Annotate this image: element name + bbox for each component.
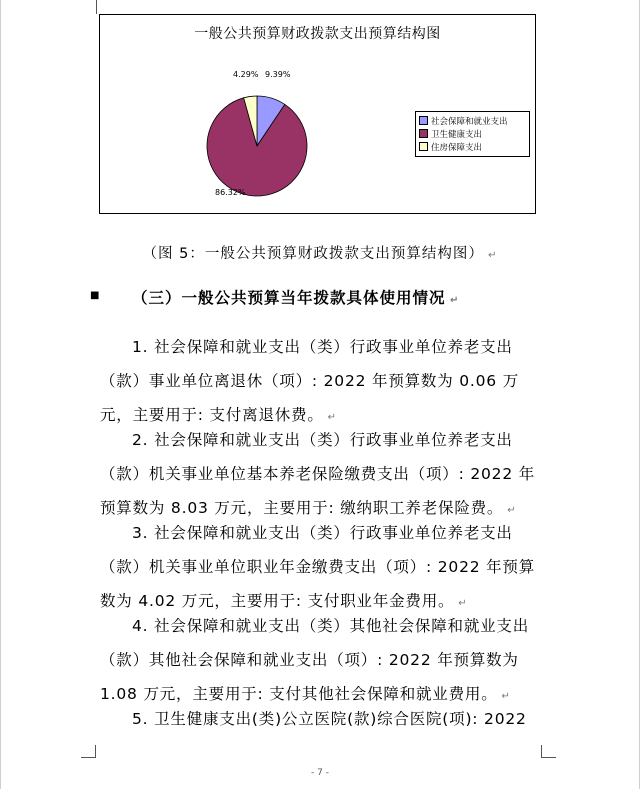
bullet-icon: ■ <box>90 290 100 301</box>
chart-title: 一般公共预算财政拨款支出预算结构图 <box>194 26 441 42</box>
paragraph-mark-icon: ↵ <box>503 505 517 516</box>
page-number: - 7 - <box>311 768 329 778</box>
paragraph-4 <box>100 609 545 714</box>
legend-swatch <box>419 116 428 125</box>
crop-mark-bottom-left <box>81 745 96 758</box>
chart-legend <box>415 111 530 157</box>
paragraph-text: 2. 社会保障和就业支出（类）行政事业单位养老支出（款）机关事业单位基本养老保险缴费支出（项）: 2022 年预算数为 8.03 万元，主要用于: 缴纳职工养老保险费。 <box>100 431 536 517</box>
figure-caption-text: （图 5：一般公共预算财政拨款支出预算结构图） <box>142 246 484 262</box>
paragraph-5 <box>100 702 545 736</box>
paragraph-mark-icon: ↵ <box>483 250 498 261</box>
legend-swatch <box>419 142 428 151</box>
section-heading <box>132 286 459 308</box>
paragraph-mark-icon: ↵ <box>497 691 511 702</box>
page-edge-left <box>0 0 1 789</box>
paragraph-mark-icon: ↵ <box>445 295 460 306</box>
figure-caption <box>0 242 640 263</box>
legend-item-health <box>419 127 526 140</box>
paragraph-2 <box>100 423 545 528</box>
paragraph-text: 1. 社会保障和就业支出（类）行政事业单位养老支出（款）事业单位离退休（项）: 2022 年预算数为 0.06 万元，主要用于: 支付离退休费。 <box>100 338 519 424</box>
paragraph-text: 3. 社会保障和就业支出（类）行政事业单位养老支出（款）机关事业单位职业年金缴费支出（项）: 2022 年预算数为 4.02 万元，主要用于: 支付职业年金费用。 <box>100 524 536 610</box>
paragraph-1 <box>100 330 545 435</box>
paragraph-text: 4. 社会保障和就业支出（类）其他社会保障和就业支出（款）其他社会保障和就业支出（项）: 2022 年预算数为 1.08 万元，主要用于: 支付其他社会保障和就业费用。 <box>100 617 530 703</box>
crop-mark-bottom-right <box>541 745 556 758</box>
section-heading-text: （三）一般公共预算当年拨款具体使用情况 <box>132 289 446 307</box>
legend-swatch <box>419 129 428 138</box>
legend-label: 卫生健康支出 <box>431 129 483 140</box>
pie-chart <box>99 14 536 214</box>
slice-label-housing: 4.29% <box>233 70 259 79</box>
paragraph-mark-icon: ↵ <box>454 598 468 609</box>
legend-label: 住房保障支出 <box>431 142 483 153</box>
paragraph-text: 5. 卫生健康支出(类)公立医院(款)综合医院(项): 2022 <box>132 710 527 728</box>
slice-label-social-security: 9.39% <box>265 70 291 79</box>
slice-label-health: 86.32% <box>215 188 246 197</box>
legend-item-social-security <box>419 114 526 127</box>
paragraph-mark-icon: ↵ <box>323 412 337 423</box>
legend-label: 社会保障和就业支出 <box>431 116 508 127</box>
crop-mark-top-left <box>80 0 97 14</box>
paragraph-3 <box>100 516 545 621</box>
legend-item-housing <box>419 140 526 153</box>
